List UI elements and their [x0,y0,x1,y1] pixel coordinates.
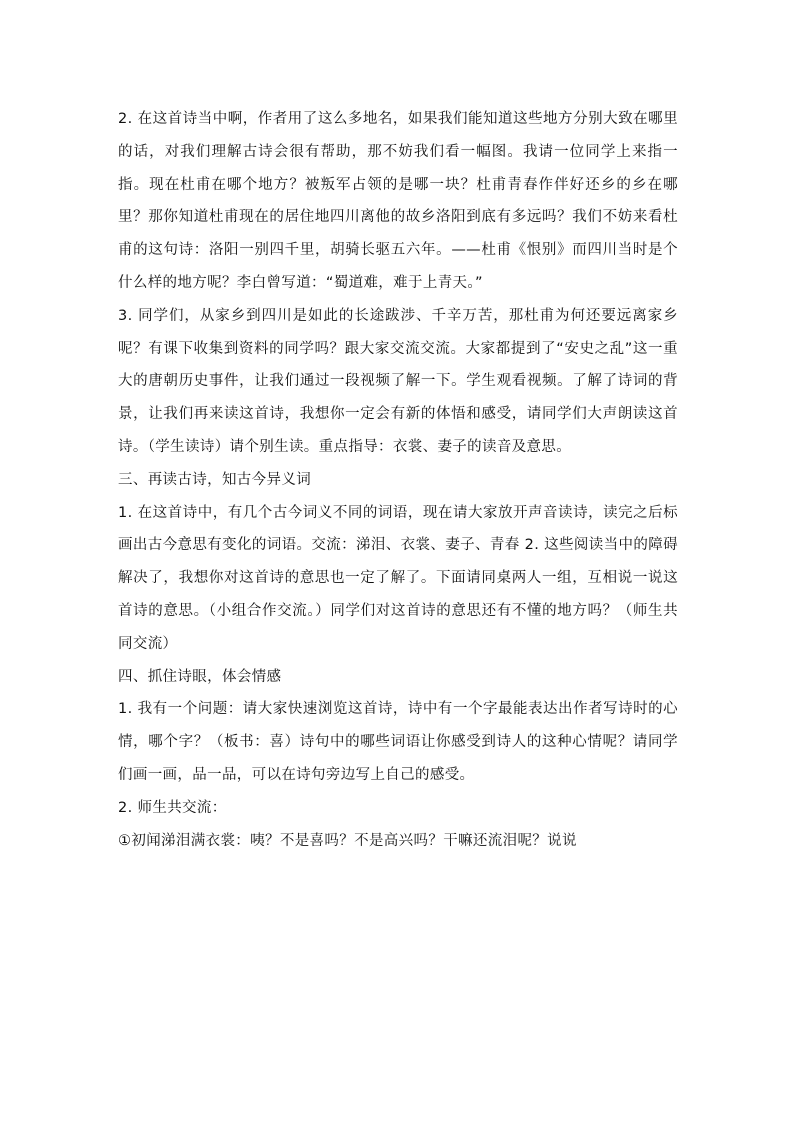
paragraph-first-line-analysis: ①初闻涕泪满衣裳：咦？不是喜吗？不是高兴吗？干嘛还流泪呢？说说 [118,832,577,849]
sub-heading-teacher-student-exchange: 2. 师生共交流： [118,799,227,816]
paragraph-ancient-modern-words: 1. 在这首诗中，有几个古今词义不同的词语，现在请大家放开声音读诗，读完之后标画出古今意思有变化的词语。交流：涕泪、衣裳、妻子、青春 2. 这些阅读当中的障碍解决了，我想你对这首诗的意思也一定了解了。下面请同桌两人一组，互相说一说这首诗的意思。（小组合作交流。）同学们对这首诗的意思还有不懂的地方吗？（师生共同交流） [118,504,678,652]
section-heading-3: 三、再读古诗，知古今异义词 [118,471,312,488]
paragraph-background-discussion: 3. 同学们，从家乡到四川是如此的长途跋涉、千辛万苦，那杜甫为何还要远离家乡呢？有课下收集到资料的同学吗？跟大家交流交流。大家都提到了“安史之乱”这一重大的唐朝历史事件，让我们通过一段视频了解一下。学生观看视频。了解了诗词的背景，让我们再来读这首诗，我想你一定会有新的体悟和感受，请同学们大声朗读这首诗。（学生读诗）请个别生读。重点指导：衣裳、妻子的读音及意思。 [118,307,678,455]
paragraph-map-discussion: 2. 在这首诗当中啊，作者用了这么多地名，如果我们能知道这些地方分别大致在哪里的话，对我们理解古诗会很有帮助，那不妨我们看一幅图。我请一位同学上来指一指。现在杜甫在哪个地方？被叛军占领的是哪一块？杜甫青春作伴好还乡的乡在哪里？那你知道杜甫现在的居住地四川离他的故乡洛阳到底有多远吗？我们不妨来看杜甫的这句诗：洛阳一别四千里，胡骑长驱五六年。——杜甫《恨别》而四川当时是个什么样的地方呢？李白曾写道：“蜀道难，难于上青天。” [118,111,678,291]
document-page [118,103,678,857]
paragraph-poem-eye-question: 1. 我有一个问题：请大家快速浏览这首诗，诗中有一个字最能表达出作者写诗时的心情，哪个字？（板书：喜）诗句中的哪些词语让你感受到诗人的这种心情呢？请同学们画一画，品一品，可以在诗句旁边写上自己的感受。 [118,701,678,783]
section-heading-4: 四、抓住诗眼，体会情感 [118,668,282,685]
